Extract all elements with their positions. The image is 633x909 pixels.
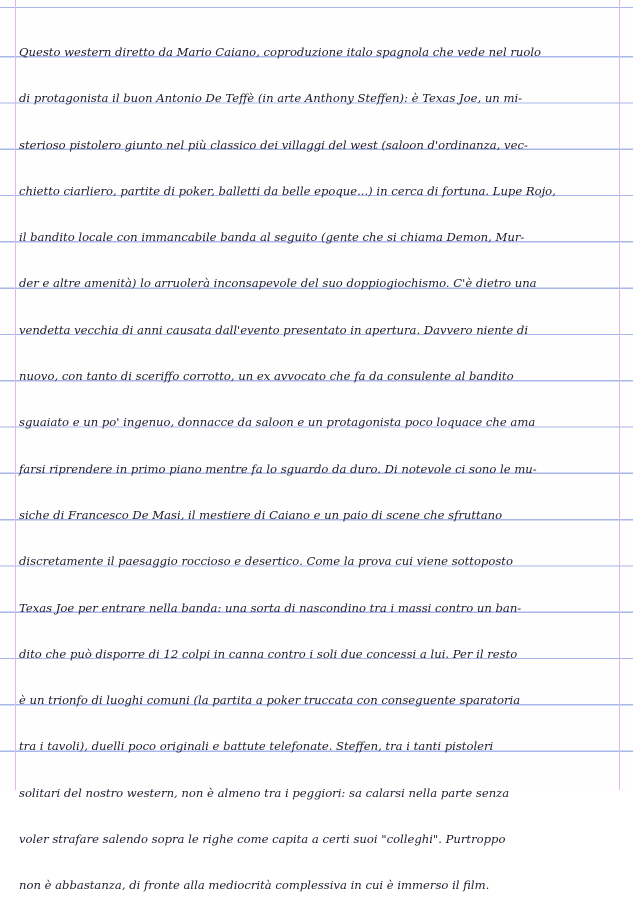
text-line: sguaiato e un po' ingenuo, donnacce da saloon e un protagonista poco loquace che ama xyxy=(19,415,536,430)
text-line: der e altre amenità) lo arruolerà inconsapevole del suo doppiogiochismo. C'è dietro una xyxy=(19,276,537,291)
text-line: non è abbastanza, di fronte alla mediocrità complessiva in cui è immerso il film. xyxy=(19,878,490,893)
text-line: siche di Francesco De Masi, il mestiere di Caiano e un paio di scene che sfruttano xyxy=(19,507,503,522)
text-line: chietto ciarliero, partite di poker, balletti da belle epoque...) in cerca di fortuna. Lupe Rojo, xyxy=(19,183,556,198)
text-line: solitari del nostro western, non è almeno tra i peggiori: sa calarsi nella parte senza xyxy=(19,785,510,800)
left-margin-line xyxy=(15,0,16,790)
text-line: farsi riprendere in primo piano mentre fa lo sguardo da duro. Di notevole ci sono le mu- xyxy=(19,461,537,476)
text-line: Questo western diretto da Mario Caiano, coproduzione italo spagnola che vede nel ruolo xyxy=(19,45,542,59)
text-line: discretamente il paesaggio roccioso e desertico. Come la prova cui viene sottoposto xyxy=(19,554,513,569)
text-line: dito che può disporre di 12 colpi in canna contro i soli due concessi a lui. Per il resto xyxy=(19,646,518,661)
text-line: Texas Joe per entrare nella banda: una sorta di nascondino tra i massi contro un ban- xyxy=(19,600,522,615)
text-line: nuovo, con tanto di sceriffo corrotto, un ex avvocato che fa da consulente al bandito xyxy=(19,369,514,384)
text-line: di protagonista il buon Antonio De Teffè (in arte Anthony Steffen): è Texas Joe, un mi- xyxy=(19,91,523,106)
handwritten-text xyxy=(19,29,625,909)
text-line: il bandito locale con immancabile banda al seguito (gente che si chiama Demon, Mur- xyxy=(19,230,525,245)
text-line: tra i tavoli), duelli poco originali e battute telefonate. Steffen, tra i tanti pistoleri xyxy=(19,739,494,754)
text-line: è un trionfo di luoghi comuni (la partita a poker truccata con conseguente sparatoria xyxy=(19,693,521,708)
text-line: vendetta vecchia di anni causata dall'evento presentato in apertura. Davvero niente di xyxy=(19,322,529,337)
text-line: voler strafare salendo sopra le righe come capita a certi suoi "colleghi". Purtroppo xyxy=(19,832,506,847)
text-line: sterioso pistolero giunto nel più classico dei villaggi del west (saloon d'ordinanza, vec- xyxy=(19,137,528,152)
